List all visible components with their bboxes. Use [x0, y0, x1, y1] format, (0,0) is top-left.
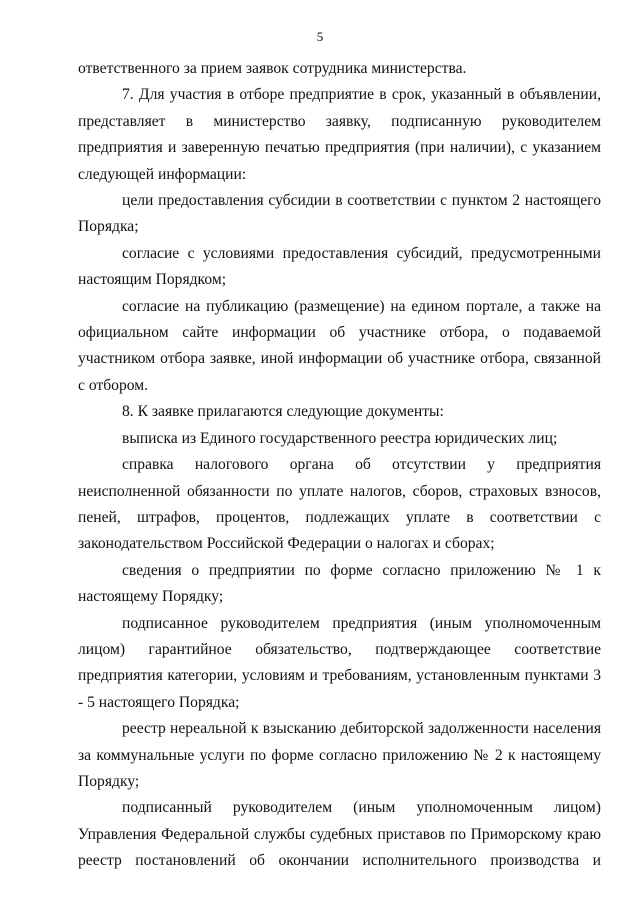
paragraph-enterprise-info: сведения о предприятии по форме согласно приложению № 1 к настоящему Порядку;	[78, 561, 601, 606]
paragraph-consent-conditions: согласие с условиями предоставления субсидий, предусмотренными настоящим Порядком;	[78, 244, 601, 289]
page-number: 5	[316, 29, 324, 44]
paragraph-bailiff-register: подписанный руководителем (иным уполномоченным лицом) Управления Федеральной службы судебных приставов по Приморскому краю реестр постановлений об окончании исполнительного производства и	[78, 799, 601, 870]
paragraph-tax-certificate: справка налогового органа об отсутствии у предприятия неисполненной обязанности по уплате налогов, сборов, страховых взносов, пеней, штрафов, процентов, подлежащих уплате в соответствии с законодательством Российской Федерации о налогах и сборах;	[78, 456, 601, 553]
paragraph-egrul-extract: выписка из Единого государственного реестра юридических лиц;	[122, 429, 558, 447]
paragraph-receivables-register: реестр нереальной к взысканию дебиторской задолженности населения за коммунальные услуги по форме согласно приложению № 2 к настоящему Порядку;	[78, 720, 601, 790]
paragraph-clause-8: 8. К заявке прилагаются следующие документы:	[122, 403, 444, 421]
paragraph-consent-publication: согласие на публикацию (размещение) на едином портале, а также на официальном сайте информации об участнике отбора, о подаваемой участником отбора заявке, иной информации об участнике отбора, связанной с отбором.	[78, 297, 601, 394]
paragraph-clause-7: 7. Для участия в отборе предприятие в срок, указанный в объявлении, представляет в министерство заявку, подписанную руководителем предприятия и заверенную печатью предприятия (при наличии), с указанием следующей информации:	[78, 86, 601, 183]
document-body	[78, 56, 601, 875]
paragraph-subsidy-goals: цели предоставления субсидии в соответствии с пунктом 2 настоящего Порядка;	[78, 192, 601, 236]
paragraph-continuation: ответственного за прием заявок сотрудника министерства.	[78, 60, 467, 77]
paragraph-guarantee-obligation: подписанное руководителем предприятия (иным уполномоченным лицом) гарантийное обязательство, подтверждающее соответствие предприятия категории, условиям и требованиям, установленным пунктами 3 - 5 настоящего Порядка;	[78, 614, 601, 711]
